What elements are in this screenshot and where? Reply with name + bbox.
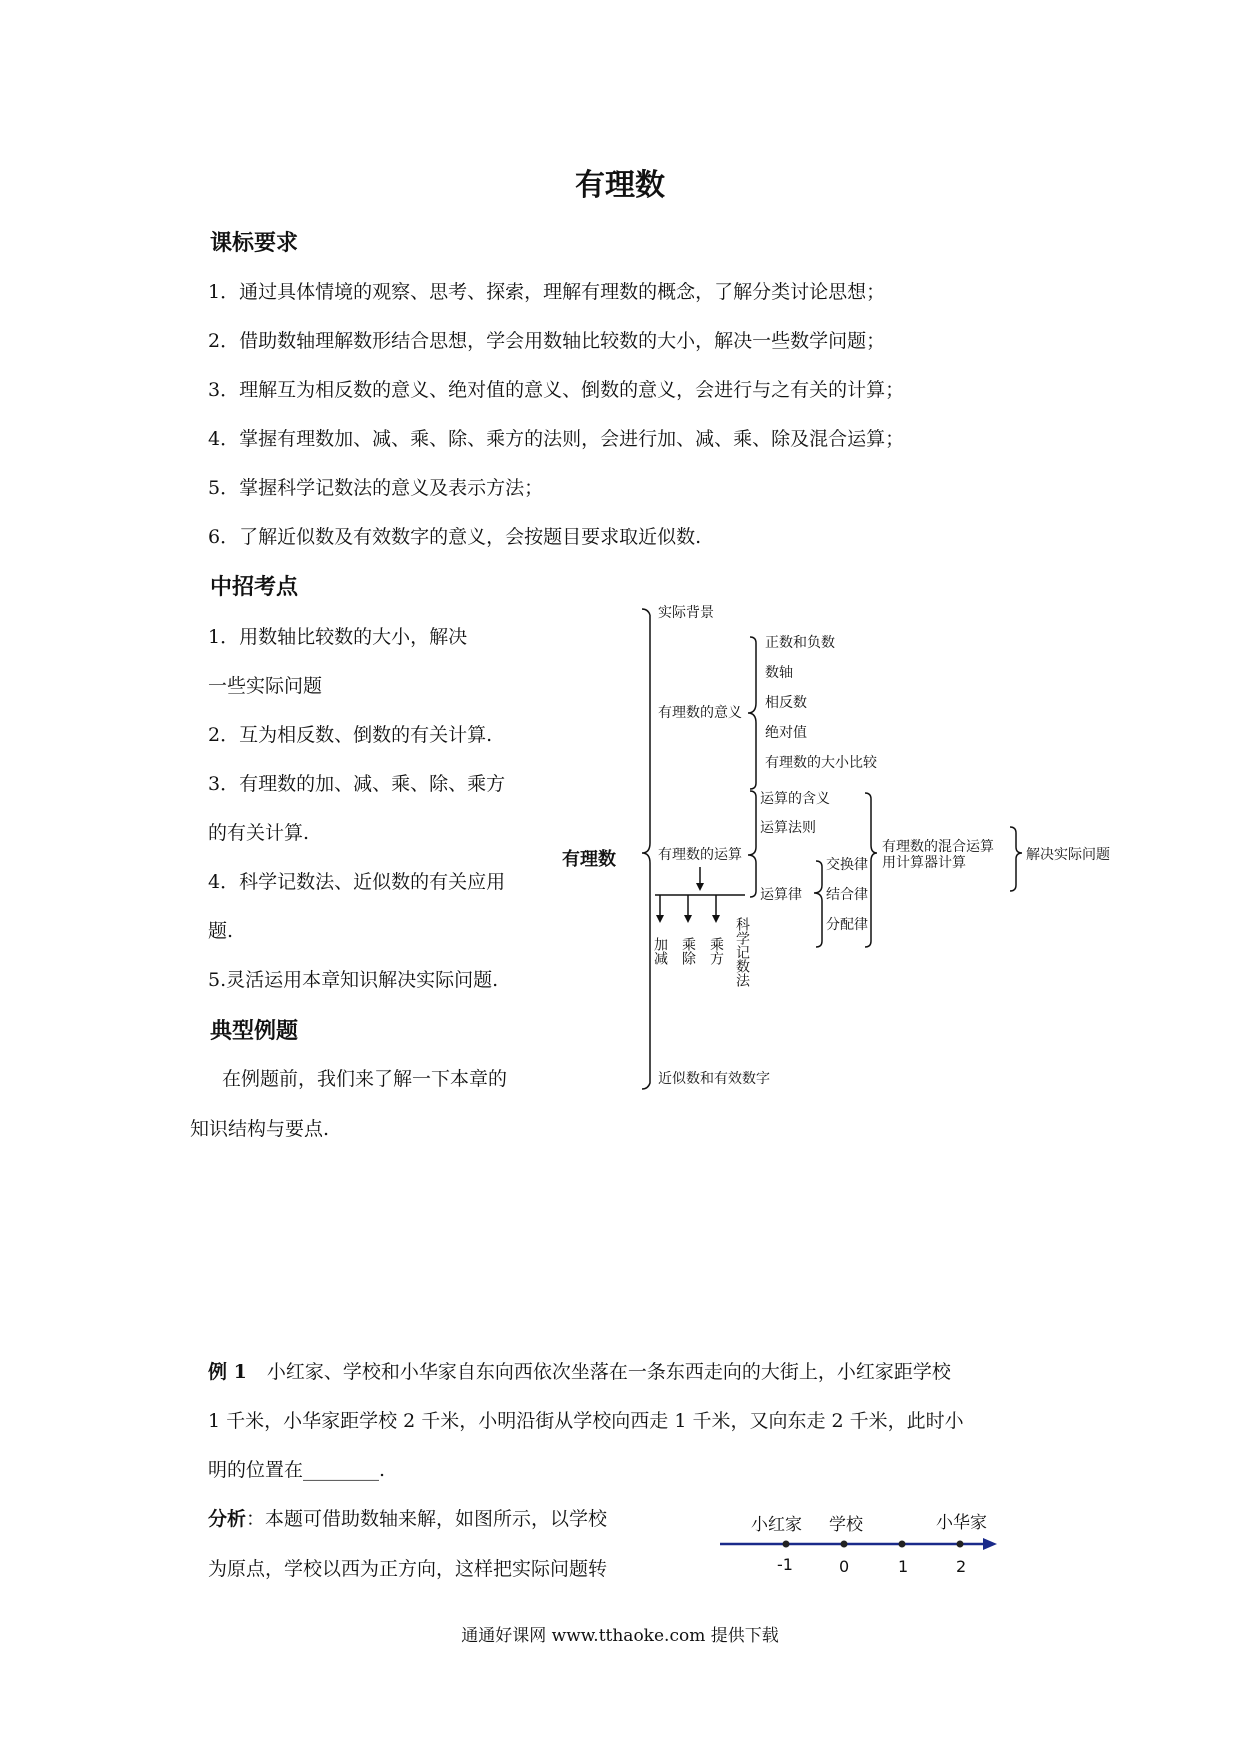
- diagram-mixed-ops: 有理数的混合运算: [882, 839, 994, 855]
- examples-intro-line: 知识结构与要点.: [190, 1118, 330, 1140]
- exam-point-line: 一些实际问题: [208, 675, 323, 697]
- diagram-sub-op: 乘除: [680, 937, 696, 965]
- point-1: [899, 1541, 906, 1548]
- label-xiaohua-home: 小华家: [936, 1513, 987, 1533]
- diagram-meaning-item: 有理数的大小比较: [765, 755, 877, 771]
- exam-points-heading: 中招考点: [210, 575, 299, 600]
- diagram-sub-op: 科学记数法: [734, 917, 750, 987]
- diagram-calculator: 用计算器计算: [882, 855, 966, 871]
- exam-point-line: 3．有理数的加、减、乘、除、乘方: [208, 773, 506, 795]
- curriculum-item-6: 6．了解近似数及有效数字的意义，会按题目要求取近似数.: [208, 526, 702, 548]
- example1-line1: [208, 1357, 951, 1384]
- diagram-law: 分配律: [826, 917, 868, 933]
- diagram-meaning: 有理数的意义: [658, 705, 742, 721]
- point-2: [957, 1541, 964, 1548]
- example1-line2: 1 千米，小华家距学校 2 千米，小明沿街从学校向西走 1 千米，又向东走 2 千米，此时小: [208, 1410, 964, 1432]
- diagram-approx: 近似数和有效数字: [658, 1071, 770, 1087]
- diagram-law: 交换律: [826, 857, 868, 873]
- curriculum-item-3: 3．理解互为相反数的意义、绝对值的意义、倒数的意义，会进行与之有关的计算；: [208, 379, 905, 401]
- diagram-solve: 解决实际问题: [1026, 847, 1110, 863]
- diagram-law: 结合律: [826, 887, 868, 903]
- page-footer: 通通好课网 www.tthaoke.com 提供下载: [461, 1626, 779, 1646]
- tick-label-2: 2: [956, 1557, 967, 1576]
- analysis-line2: 为原点，学校以西为正方向，这样把实际问题转: [208, 1558, 608, 1580]
- point-0: [841, 1541, 848, 1548]
- diagram-sub-op: 加减: [652, 937, 668, 965]
- example1-label: 例 1: [208, 1361, 247, 1383]
- curriculum-heading: 课标要求: [210, 231, 299, 256]
- diagram-meaning-item: 相反数: [765, 695, 807, 711]
- knowledge-structure-diagram: [560, 595, 1140, 1105]
- exam-point-line: 题.: [208, 920, 234, 942]
- diagram-op-rules: 运算法则: [760, 820, 816, 836]
- curriculum-item-2: 2．借助数轴理解数形结合思想，学会用数轴比较数的大小，解决一些数学问题；: [208, 330, 886, 352]
- exam-point-line: 的有关计算.: [208, 822, 310, 844]
- number-line: [715, 1500, 1005, 1580]
- label-school: 学校: [829, 1515, 863, 1535]
- tick-label-1: 1: [898, 1557, 909, 1576]
- exam-point-line: 2．互为相反数、倒数的有关计算.: [208, 724, 493, 746]
- curriculum-item-4: 4．掌握有理数加、减、乘、除、乘方的法则，会进行加、减、乘、除及混合运算；: [208, 428, 905, 450]
- diagram-meaning-item: 绝对值: [765, 725, 807, 741]
- diagram-meaning-item: 数轴: [765, 665, 793, 681]
- exam-point-line: 5.灵活运用本章知识解决实际问题.: [208, 969, 499, 991]
- exam-point-line: 4．科学记数法、近似数的有关应用: [208, 871, 506, 893]
- diagram-sub-op: 乘方: [708, 937, 724, 965]
- analysis-line1: [208, 1504, 607, 1531]
- curriculum-item-5: 5．掌握科学记数法的意义及表示方法；: [208, 477, 544, 499]
- label-xiaohong-home: 小红家: [751, 1515, 802, 1535]
- examples-heading: 典型例题: [210, 1019, 299, 1044]
- diagram-op-meaning: 运算的含义: [760, 791, 830, 807]
- diagram-operations: 有理数的运算: [658, 847, 742, 863]
- curriculum-item-1: 1．通过具体情境的观察、思考、探索，理解有理数的概念，了解分类讨论思想；: [208, 281, 886, 303]
- diagram-root: 有理数: [562, 849, 616, 870]
- analysis-label: 分析: [208, 1508, 247, 1530]
- point-minus-1: [783, 1541, 790, 1548]
- diagram-background: 实际背景: [658, 605, 714, 621]
- exam-point-line: 1．用数轴比较数的大小，解决: [208, 626, 468, 648]
- tick-label-0: 0: [839, 1557, 850, 1576]
- tick-label-minus-1: -1: [777, 1555, 793, 1574]
- analysis-text: ：本题可借助数轴来解，如图所示，以学校: [246, 1508, 608, 1530]
- diagram-meaning-item: 正数和负数: [765, 635, 835, 651]
- diagram-op-laws: 运算律: [760, 887, 802, 903]
- examples-intro-line: 在例题前，我们来了解一下本章的: [222, 1068, 508, 1090]
- page-title: 有理数: [575, 168, 665, 203]
- example1-text: 小红家、学校和小华家自东向西依次坐落在一条东西走向的大街上，小红家距学校: [266, 1361, 951, 1383]
- example1-line3: 明的位置在________.: [208, 1459, 386, 1481]
